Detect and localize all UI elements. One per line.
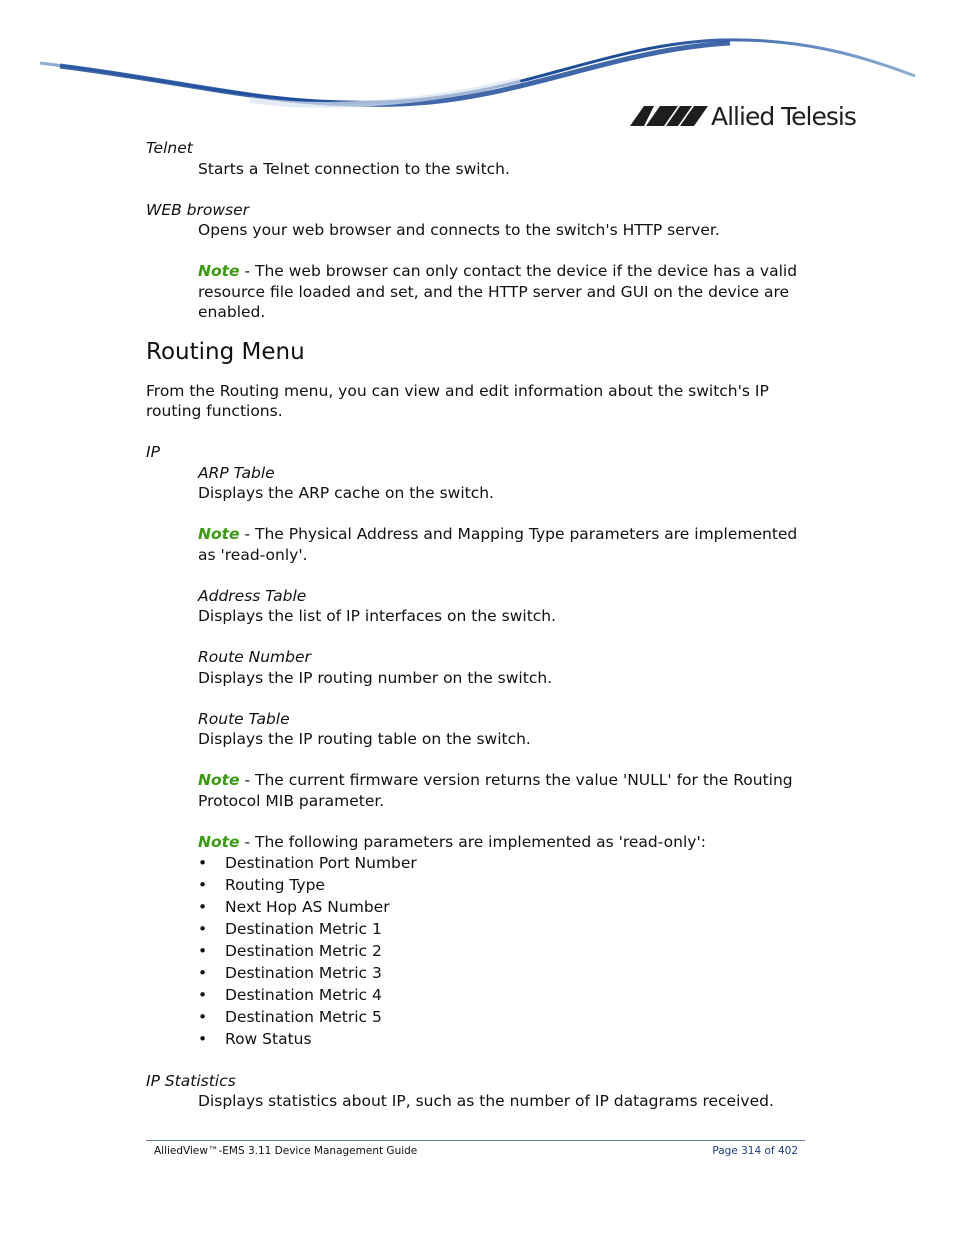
note-label: Note [198,771,240,789]
list-item: • Routing Type [198,874,806,896]
note-text: - The Physical Address and Mapping Type parameters are implemented as 'read-only'. [198,525,798,564]
desc-ip-statistics: Displays statistics about IP, such as the number of IP datagrams received. [198,1092,774,1110]
note-route-table-2 [198,832,806,853]
list-item: • Destination Port Number [198,852,806,874]
routing-menu-heading: Routing Menu [146,338,305,365]
page-content [146,138,806,1112]
term-address-table: Address Table [198,586,307,605]
list-item: • Row Status [198,1028,806,1050]
term-route-table: Route Table [198,709,290,728]
desc-route-number: Displays the IP routing number on the switch. [198,668,553,687]
list-item: • Next Hop AS Number [198,896,806,918]
note-label: Note [198,262,240,280]
note-web-browser [198,261,806,323]
footer-divider [146,1140,805,1141]
term-ip-statistics: IP Statistics [146,1071,236,1090]
desc-address-table: Displays the list of IP interfaces on the switch. [198,607,557,625]
term-ip: IP [146,443,160,461]
note-arp-table [198,524,806,565]
note-text: - The following parameters are implemented as 'read-only': [239,832,706,851]
desc-route-table: Displays the IP routing table on the switch. [198,730,531,748]
list-item: • Destination Metric 5 [198,1006,806,1028]
footer-page-number: Page 314 of 402 [712,1145,798,1157]
list-item: • Destination Metric 2 [198,940,806,962]
desc-arp-table: Displays the ARP cache on the switch. [198,484,494,502]
term-route-number: Route Number [198,648,311,666]
note-text: - The web browser can only contact the device if the device has a valid resource file loaded and set, and the HTTP server and GUI on the device are enabled. [198,262,798,321]
desc-web-browser: Opens your web browser and connects to the switch's HTTP server. [198,221,720,239]
note-route-table-1 [198,770,806,811]
brand-name: Allied Telesis [711,102,856,131]
list-item: • Destination Metric 4 [198,984,806,1006]
routing-intro: From the Routing menu, you can view and edit information about the switch's IP routing functions. [146,381,769,420]
desc-telnet: Starts a Telnet connection to the switch. [198,159,510,178]
footer-guide-title: AlliedView™-EMS 3.11 Device Management Guide [154,1145,418,1157]
note-label: Note [198,525,240,543]
list-item: • Destination Metric 1 [198,918,806,940]
note-text: - The current firmware version returns the value 'NULL' for the Routing Protocol MIB parameter. [198,771,793,810]
note-label: Note [198,832,240,851]
term-web-browser: WEB browser [146,200,250,219]
read-only-parameter-list [198,852,806,1050]
term-telnet: Telnet [146,139,193,157]
list-item: • Destination Metric 3 [198,962,806,984]
term-arp-table: ARP Table [198,463,275,482]
